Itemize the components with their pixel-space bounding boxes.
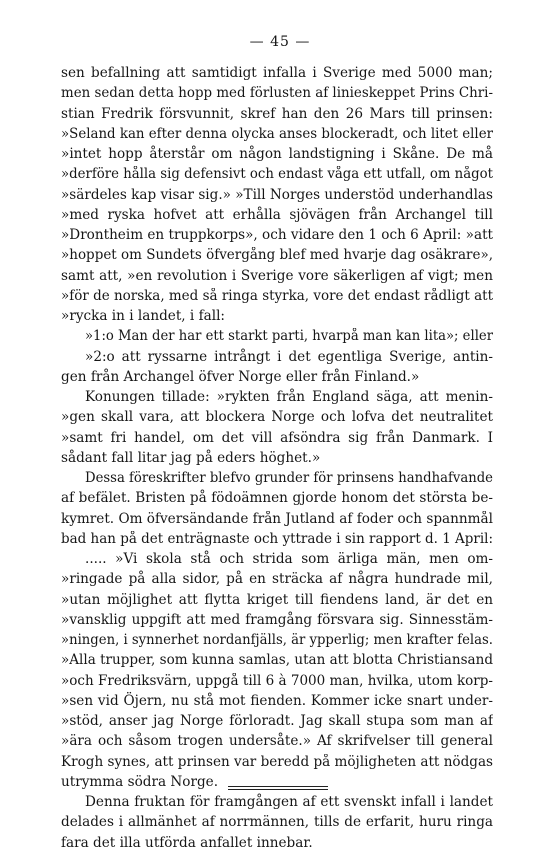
text-line: »1:o Man der har ett starkt parti, hvarpå man kan lita»; eller (85, 328, 493, 345)
text-line: »Seland kan efter denna olycka anses blockeradt, och litet eller (61, 125, 493, 142)
text-line: »och Fredriksvärn, uppgå till 6 à 7000 man, hvilka, utom korp- (61, 672, 493, 689)
text-line: »för de norska, med så ringa styrka, vore det endast rådligt att (61, 287, 493, 304)
text-line: gen från Archangel öfver Norge eller från Finland.» (61, 368, 420, 385)
text-line: sen befallning att samtidigt infalla i Sverige med 5000 man; (61, 65, 493, 81)
text-line: »gen skall vara, att blockera Norge och lofva det neutralitet (61, 409, 493, 426)
text-line: Krogh synes, att prinsen var beredd på möjligheten att nödgas (61, 753, 493, 770)
text-line: Dessa föreskrifter blefvo grunder för prinsens handhafvande (85, 470, 493, 486)
text-line: »ära och såsom trogen undersåte.» Af skrifvelser till general (61, 733, 493, 750)
text-line: sådant fall litar jag på eders höghet.» (61, 449, 321, 466)
text-line: »samt fri handel, om det vill afsöndra sig från Danmark. I (61, 429, 493, 446)
text-line: »rycka in i landet, i fall: (61, 308, 226, 324)
text-line: »ringade på alla sidor, på en sträcka af några hundrade mil, (61, 571, 493, 588)
footer-rule-double (228, 789, 328, 790)
text-line: »särdeles kap visar sig.» »Till Norges understöd underhandlas (61, 186, 493, 203)
text-line: delades i allmänhet af norrmännen, tills de erfarit, huru ringa (61, 814, 493, 831)
text-line: af befälet. Bristen på födoämnen gjorde honom det största be- (61, 490, 493, 507)
text-line: Denna fruktan för framgången af ett svenskt infall i landet (85, 794, 493, 810)
text-line: kymret. Om öfversändande från Jutland af foder och spannmål (61, 510, 493, 527)
body-text (61, 63, 493, 853)
text-line: »2:o att ryssarne intrångt i det egentliga Sverige, antin- (85, 348, 493, 365)
text-line: »med ryska hofvet att erhålla sjövägen från Archangel till (61, 206, 493, 223)
text-line: stian Fredrik försvunnit, skref han den 26 Mars till prinsen: (61, 105, 493, 122)
text-line: »Alla trupper, som kunna samlas, utan att blotta Christiansand (61, 652, 493, 669)
text-line: »hoppet om Sundets öfvergång blef med hvarje dag osäkrare», (61, 247, 493, 264)
text-line: »Drontheim en truppkorps», och vidare den 1 och 6 April: »att (61, 227, 493, 243)
text-line: Konungen tillade: »rykten från England säga, att menin- (85, 389, 493, 405)
text-line: »stöd, anser jag Norge förloradt. Jag skall stupa som man af (61, 713, 493, 729)
text-line: »derföre hålla sig defensivt och endast våga ett utfall, om något (61, 166, 493, 183)
page-number: — 45 — (249, 34, 311, 50)
text-line: »utan möjlighet att flytta kriget till fiendens land, är det en (61, 591, 493, 608)
text-line: fara det illa utförda anfallet innebar. (61, 834, 313, 851)
text-line: utrymma södra Norge. (61, 773, 219, 790)
footer-rule (228, 786, 328, 787)
text-line: samt att, »en revolution i Sverige vore säkerligen af vigt; men (61, 267, 493, 284)
text-line: men sedan detta hopp med förlusten af linieskeppet Prins Chri- (61, 85, 493, 102)
text-line: ..... »Vi skola stå och strida som ärliga män, men om- (85, 551, 493, 567)
text-line: »vansklig uppgift att med framgång försvara sig. Sinnesstäm- (61, 611, 493, 628)
text-line: »ningen, i synnerhet nordanfjälls, är ypperlig; men krafter felas. (61, 632, 493, 648)
text-line: »sen vid Öjern, nu stå mot fienden. Kommer icke snart under- (61, 692, 493, 709)
text-line: »intet hopp återstår om någon landstigning i Skåne. De må (61, 146, 493, 162)
text-line: bad han på det enträgnaste och yttrade i sin rapport d. 1 April: (61, 530, 493, 547)
